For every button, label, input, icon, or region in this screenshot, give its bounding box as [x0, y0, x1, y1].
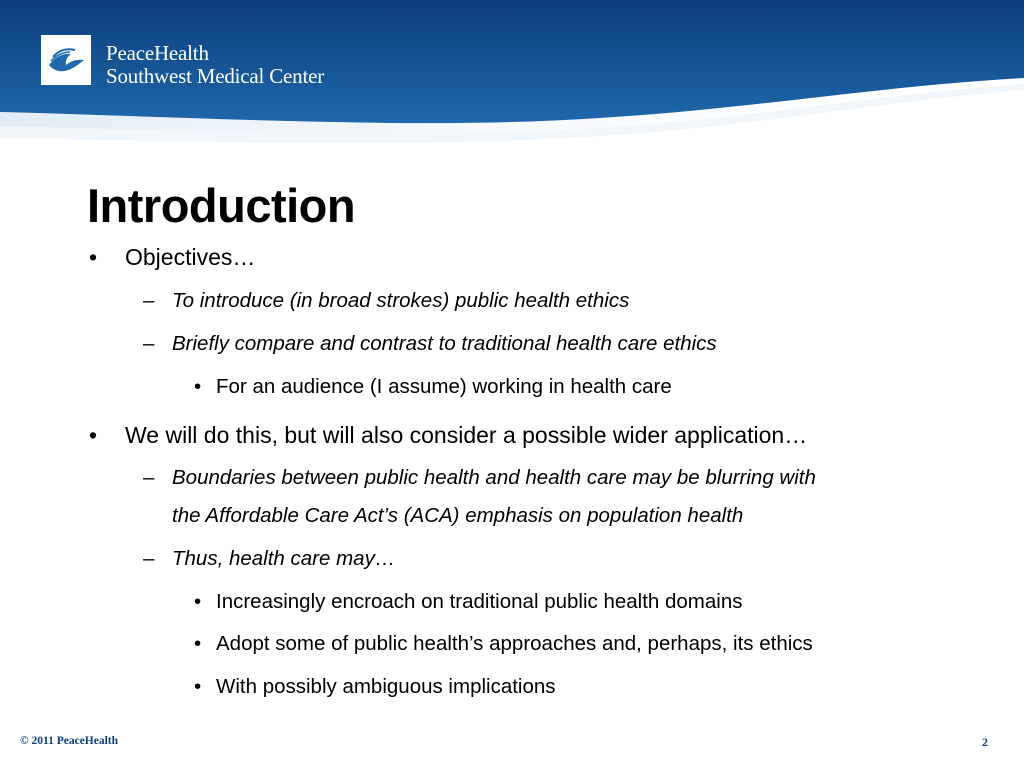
bullet-wider-application: We will do this, but will also consider a possible wider application… — [125, 422, 808, 448]
footer-copyright: © 2011 PeaceHealth — [20, 735, 119, 747]
dash-marker: – — [143, 547, 155, 570]
sub-sub-bullet-adopt: Adopt some of public health’s approaches and, perhaps, its ethics — [216, 632, 813, 655]
page-number: 2 — [982, 735, 988, 749]
dove-icon — [41, 35, 91, 85]
bullet-marker: • — [89, 422, 98, 448]
sub-bullet-compare: Briefly compare and contrast to traditional health care ethics — [172, 332, 717, 355]
logo-line-1: PeaceHealth — [106, 41, 209, 65]
sub-bullet-introduce: To introduce (in broad strokes) public health ethics — [172, 289, 630, 312]
sub-sub-bullet-encroach: Increasingly encroach on traditional public health domains — [216, 590, 743, 613]
dash-marker: – — [143, 466, 155, 489]
logo-box — [41, 35, 91, 85]
bullet-objectives: Objectives… — [125, 244, 256, 270]
bullet-marker: • — [194, 590, 202, 613]
bullet-marker: • — [194, 675, 202, 698]
sub-sub-bullet-audience: For an audience (I assume) working in health care — [216, 375, 672, 398]
bullet-marker: • — [194, 375, 202, 398]
logo-text — [106, 42, 324, 88]
sub-bullet-boundaries: Boundaries between public health and health care may be blurring with — [172, 466, 816, 489]
sub-bullet-boundaries-cont: the Affordable Care Act’s (ACA) emphasis on population health — [172, 504, 744, 527]
sub-sub-bullet-ambiguous: With possibly ambiguous implications — [216, 675, 556, 698]
slide-title: Introduction — [87, 179, 356, 232]
dash-marker: – — [143, 332, 155, 355]
logo-line-2: Southwest Medical Center — [106, 64, 324, 88]
bullet-marker: • — [89, 244, 98, 270]
bullet-marker: • — [194, 632, 202, 655]
dash-marker: – — [143, 289, 155, 312]
sub-bullet-thus: Thus, health care may… — [172, 547, 396, 570]
